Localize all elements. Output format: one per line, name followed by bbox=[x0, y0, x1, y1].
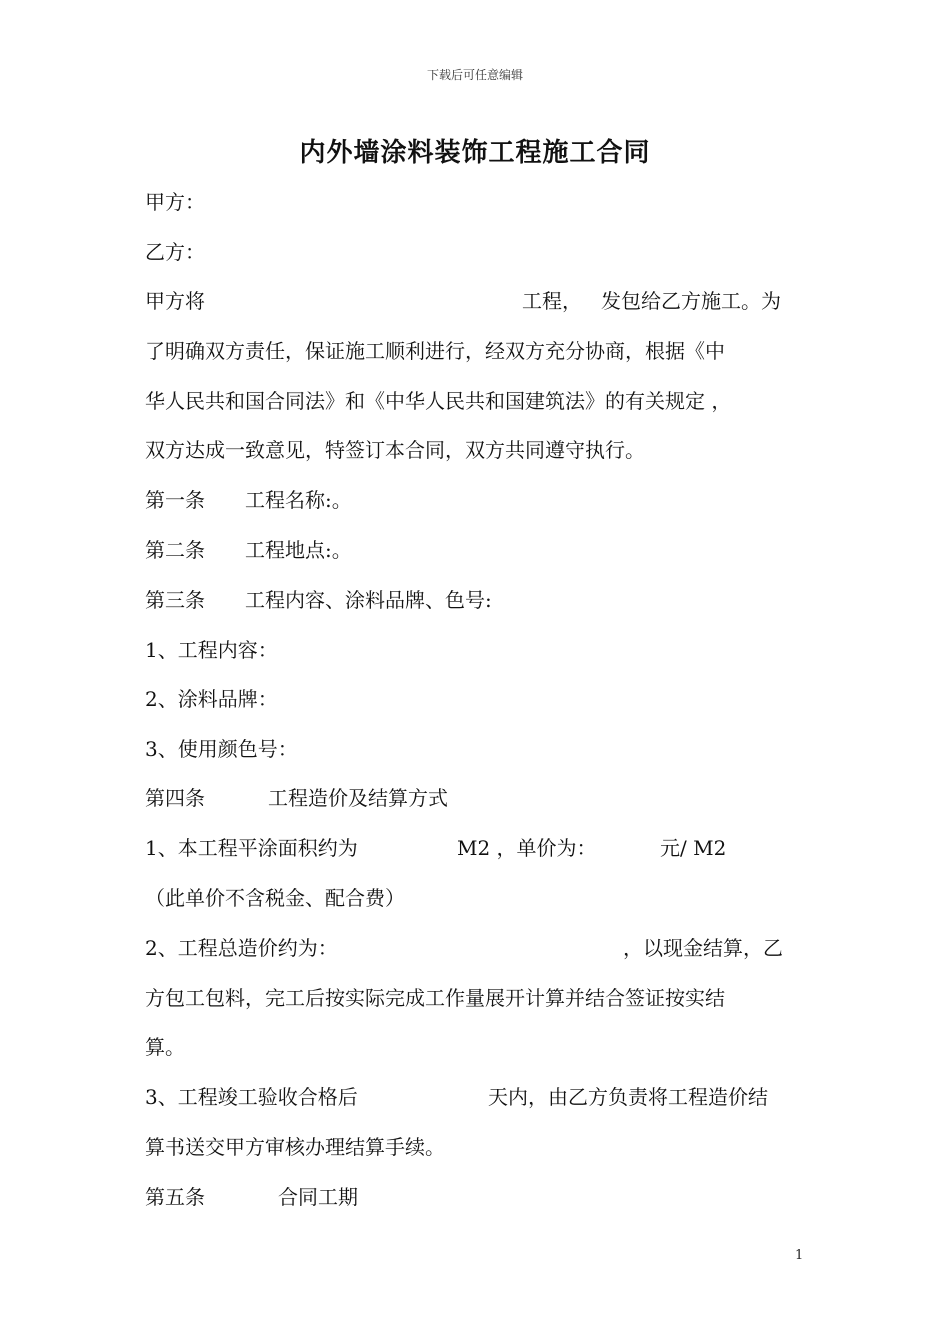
acceptance-days-text: 天内，由乙方负责将工程造价结 bbox=[488, 1085, 768, 1109]
article-1-text: 工程名称:。 bbox=[245, 488, 352, 512]
article-1-label: 第一条 bbox=[145, 488, 205, 512]
article-4 bbox=[145, 778, 805, 818]
area-label: 1、本工程平涂面积约为 bbox=[145, 836, 358, 860]
intro-line-2: 了明确双方责任，保证施工顺利进行，经双方充分协商，根据《中 bbox=[145, 339, 725, 363]
article-5 bbox=[145, 1177, 805, 1217]
page-header: 下载后可任意编辑 bbox=[426, 68, 523, 82]
article-4-label: 第四条 bbox=[145, 786, 205, 810]
party-a-line: 甲方： bbox=[145, 190, 205, 214]
intro-project: 工程， bbox=[522, 289, 582, 313]
document-title: 内外墙涂料装饰工程施工合同 bbox=[299, 138, 651, 168]
unit-price-label: M2 ，单价为： bbox=[457, 836, 597, 860]
total-price-label: 2、工程总造价约为： bbox=[145, 936, 338, 960]
intro-rest: 发包给乙方施工。为 bbox=[601, 289, 781, 313]
intro-line-1 bbox=[145, 281, 805, 321]
article-2 bbox=[145, 530, 805, 570]
article-3-item-2: 2、涂料品牌： bbox=[145, 687, 278, 711]
article-5-text: 合同工期 bbox=[278, 1185, 358, 1209]
article-4-para-3 bbox=[145, 1077, 805, 1117]
article-4-para-2-line-2: 方包工包料，完工后按实际完成工作量展开计算并结合签证按实结 bbox=[145, 986, 725, 1010]
article-4-note: （此单价不含税金、配合费） bbox=[145, 886, 405, 910]
article-3-text: 工程内容、涂料品牌、色号: bbox=[245, 588, 492, 612]
article-1 bbox=[145, 480, 805, 520]
party-b-line: 乙方： bbox=[145, 240, 205, 264]
intro-prefix: 甲方将 bbox=[145, 289, 205, 313]
price-unit: 元/ M2 bbox=[660, 836, 727, 860]
intro-line-3: 华人民共和国合同法》和《中华人民共和国建筑法》的有关规定 ， bbox=[145, 389, 732, 413]
article-4-para-2 bbox=[145, 928, 805, 968]
page-number: 1 bbox=[795, 1248, 804, 1263]
article-4-text: 工程造价及结算方式 bbox=[268, 786, 448, 810]
article-4-para-3-line-2: 算书送交甲方审核办理结算手续。 bbox=[145, 1135, 445, 1159]
article-4-para-2-line-3: 算。 bbox=[145, 1035, 185, 1059]
article-3-item-1: 1、工程内容： bbox=[145, 638, 278, 662]
article-3 bbox=[145, 580, 805, 620]
article-5-label: 第五条 bbox=[145, 1185, 205, 1209]
article-4-para-1 bbox=[145, 828, 805, 868]
article-3-label: 第三条 bbox=[145, 588, 205, 612]
settlement-text: ，以现金结算，乙 bbox=[623, 936, 783, 960]
acceptance-label: 3、工程竣工验收合格后 bbox=[145, 1085, 358, 1109]
article-2-text: 工程地点:。 bbox=[245, 538, 352, 562]
article-2-label: 第二条 bbox=[145, 538, 205, 562]
article-3-item-3: 3、使用颜色号： bbox=[145, 737, 298, 761]
intro-line-4: 双方达成一致意见，特签订本合同，双方共同遵守执行。 bbox=[145, 438, 645, 462]
